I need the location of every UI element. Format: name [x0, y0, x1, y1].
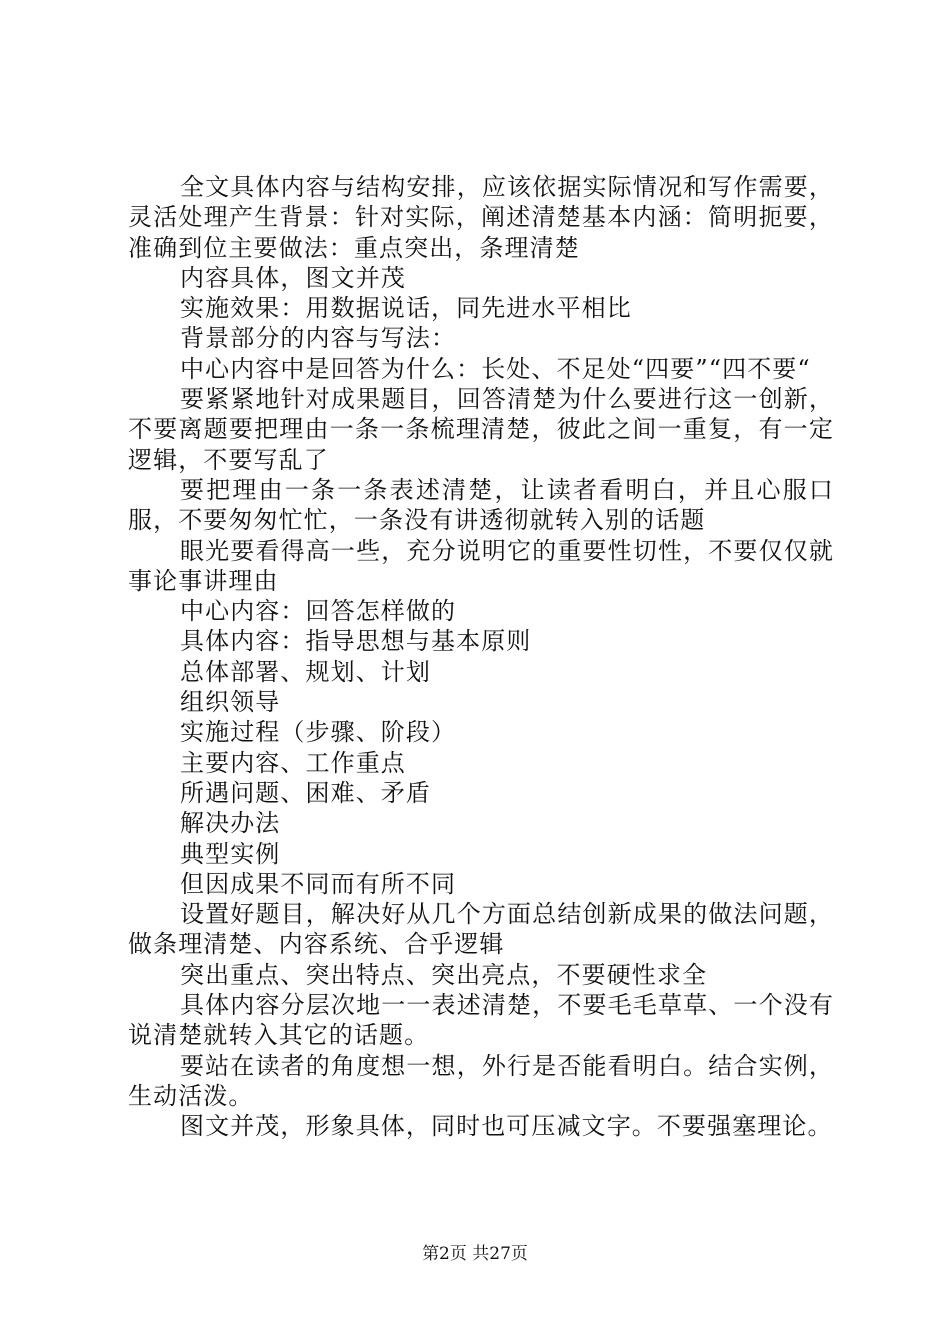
paragraph: 要把理由一条一条表述清楚，让读者看明白，并且心服口服，不要匆匆忙忙，一条没有讲透彻就转入别的话题	[128, 475, 834, 535]
paragraph: 解决办法	[180, 809, 281, 838]
paragraph: 主要内容、工作重点	[180, 748, 406, 777]
paragraph: 实施效果：用数据说话，同先进水平相比	[180, 294, 632, 323]
paragraph: 中心内容：回答怎样做的	[180, 597, 457, 626]
page-number-footer: 第2页 共27页	[422, 1244, 528, 1264]
paragraph: 具体内容分层次地一一表述清楚，不要毛毛草草、一个没有说清楚就转入其它的话题。	[128, 991, 834, 1050]
document-body	[128, 172, 834, 1142]
paragraph: 眼光要看得高一些，充分说明它的重要性切性，不要仅仅就事论事讲理由	[128, 536, 834, 595]
paragraph: 要站在读者的角度想一想，外行是否能看明白。结合实例，生动活泼。	[128, 1051, 834, 1110]
paragraph: 典型实例	[180, 839, 281, 868]
paragraph: 组织领导	[180, 688, 281, 717]
paragraph: 突出重点、突出特点、突出亮点，不要硬性求全	[180, 960, 708, 989]
paragraph: 实施过程（步骤、阶段）	[180, 718, 457, 747]
paragraph: 要紧紧地针对成果题目，回答清楚为什么要进行这一创新，不要离题要把理由一条一条梳理清楚，彼此之间一重复，有一定逻辑，不要写乱了	[128, 385, 834, 474]
paragraph: 图文并茂，形象具体，同时也可压减文字。不要强塞理论。	[180, 1112, 833, 1141]
paragraph: 全文具体内容与结构安排，应该依据实际情况和写作需要，灵活处理产生背景：针对实际，阐述清楚基本内涵：简明扼要，准确到位主要做法：重点突出，条理清楚	[128, 173, 834, 262]
paragraph: 所遇问题、困难、矛盾	[180, 778, 431, 807]
paragraph: 总体部署、规划、计划	[180, 657, 431, 686]
paragraph: 中心内容中是回答为什么：长处、不足处“四要”“四不要“	[180, 354, 811, 383]
paragraph: 具体内容：指导思想与基本原则	[180, 627, 532, 656]
paragraph: 但因成果不同而有所不同	[180, 869, 457, 898]
paragraph: 背景部分的内容与写法：	[180, 324, 457, 353]
paragraph: 内容具体，图文并茂	[180, 263, 406, 292]
paragraph: 设置好题目，解决好从几个方面总结创新成果的做法问题，做条理清楚、内容系统、合乎逻辑	[128, 900, 834, 959]
